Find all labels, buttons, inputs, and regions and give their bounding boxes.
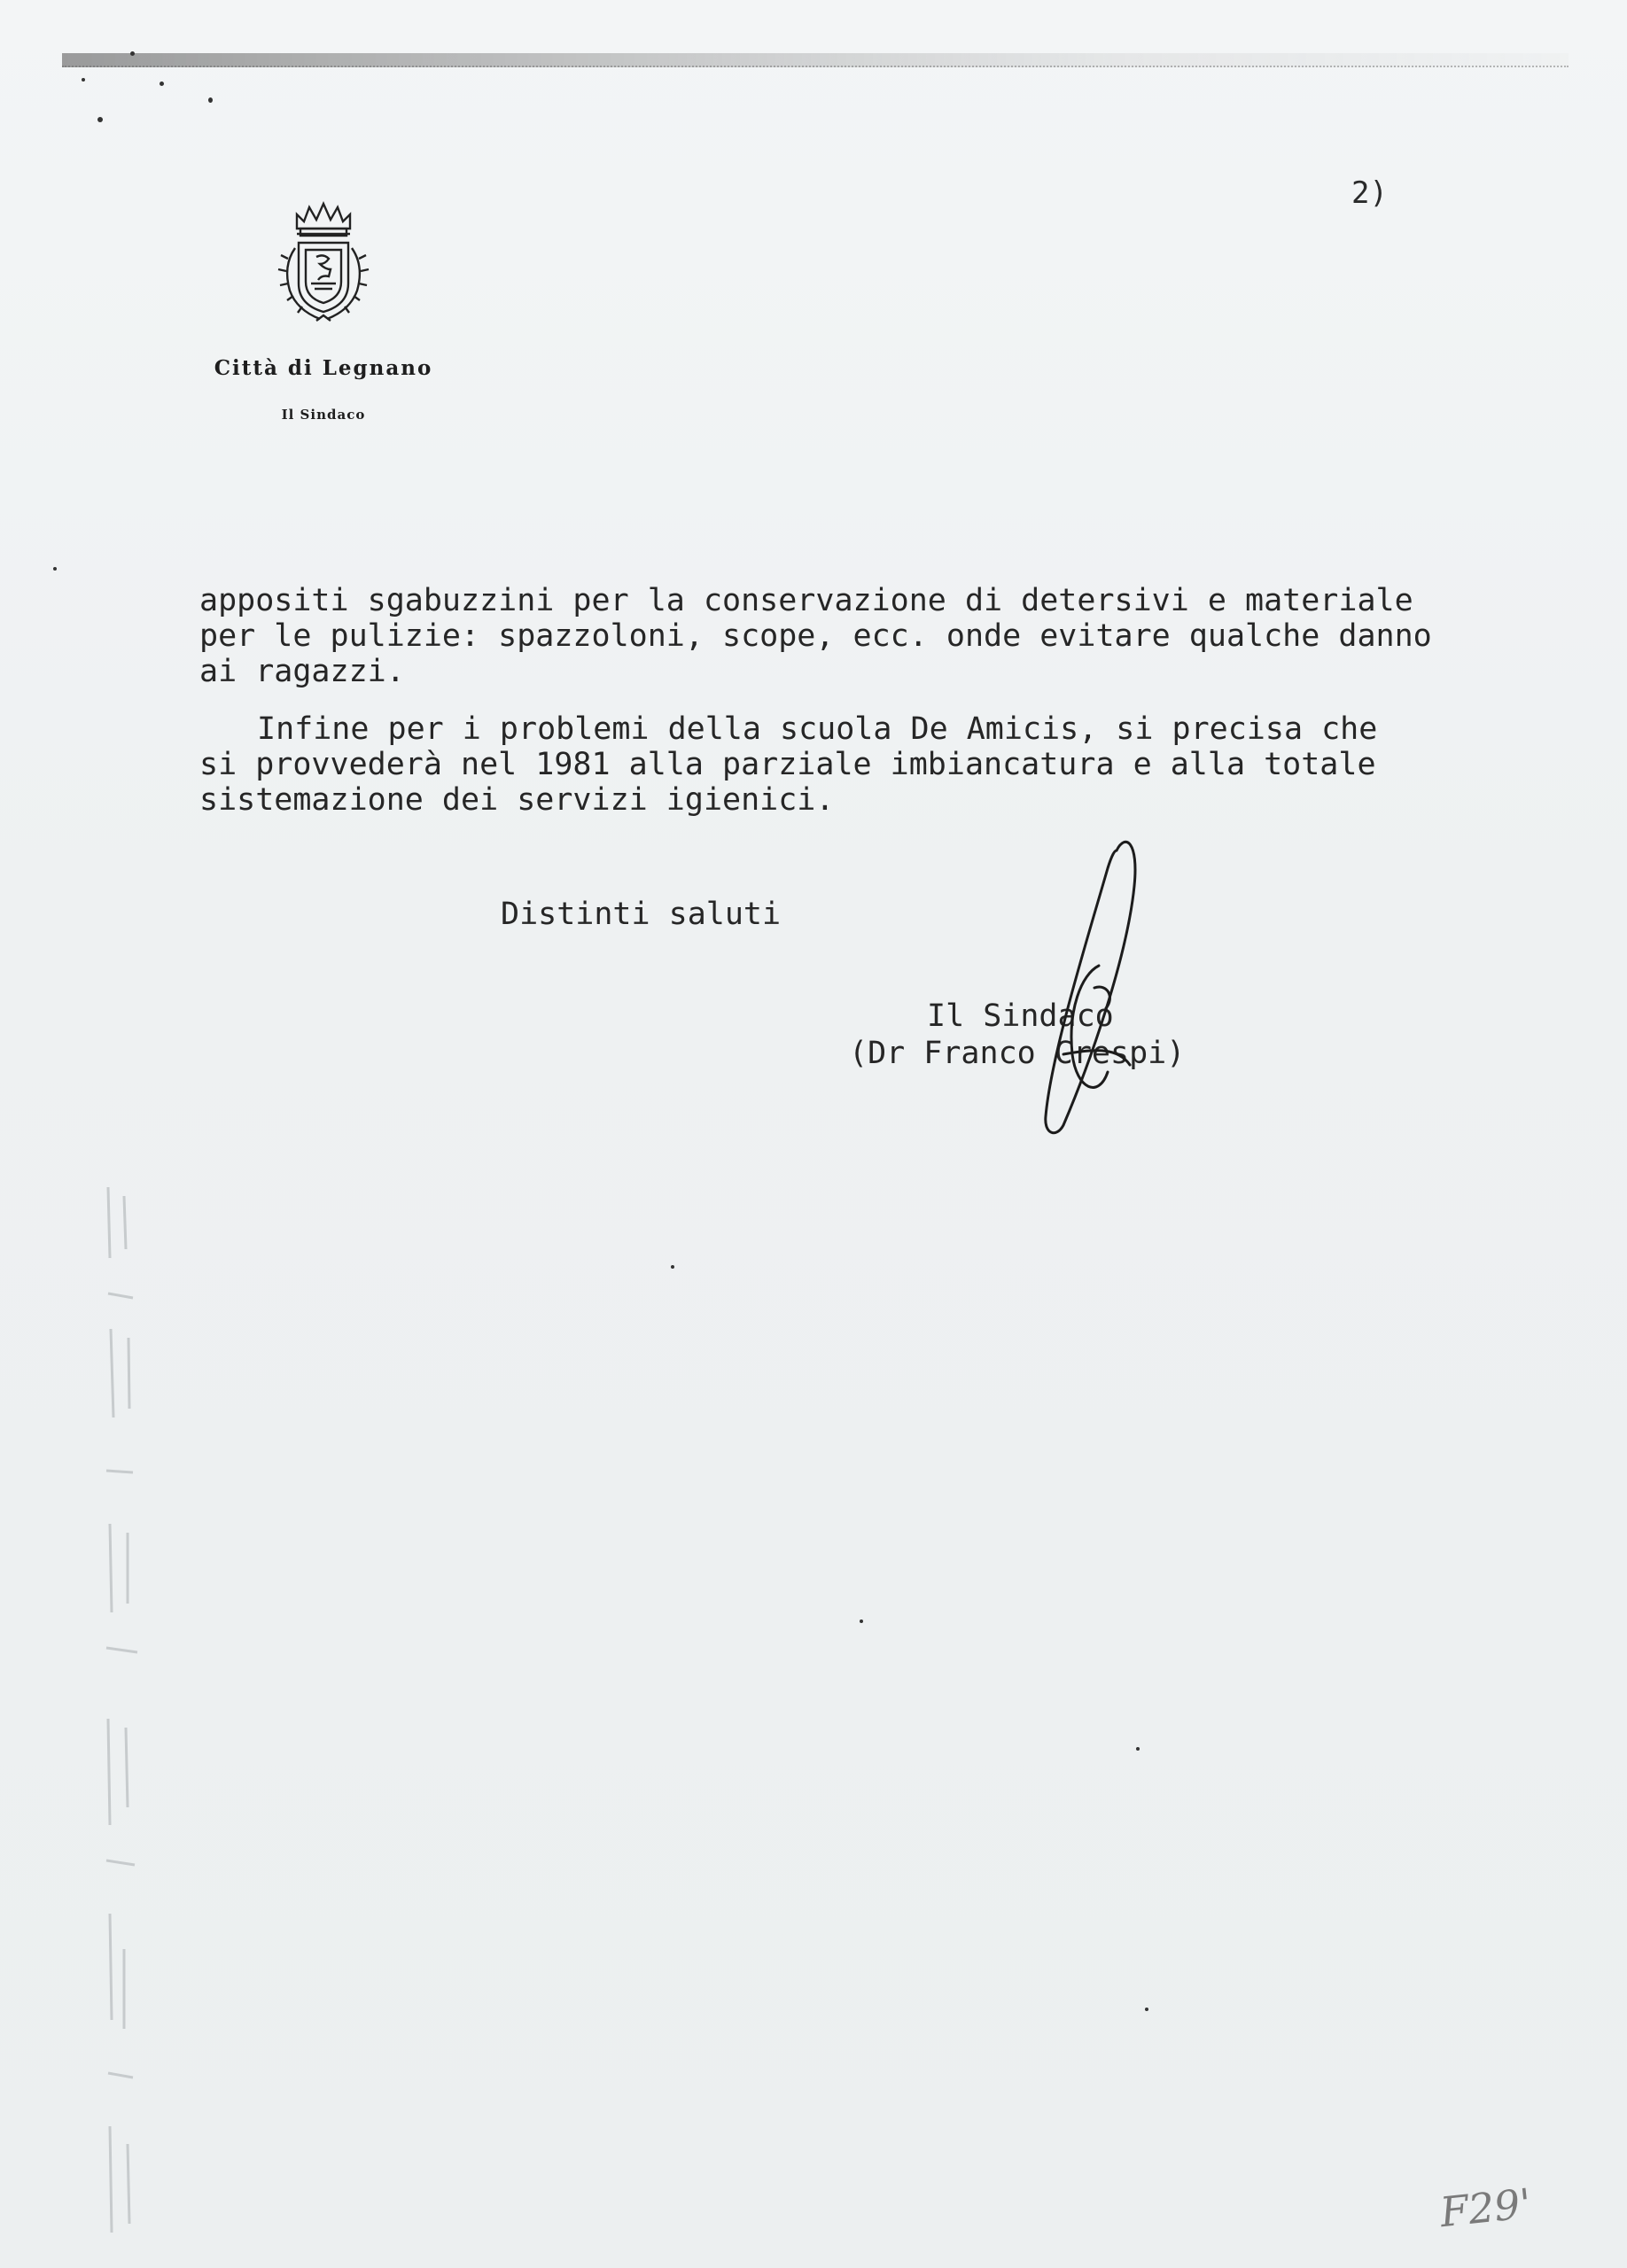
copy-speck [1145, 2008, 1148, 2011]
closing-salutation: Distinti saluti [501, 897, 782, 932]
archive-pencil-mark: F29' [1437, 2179, 1534, 2237]
copy-speck [53, 567, 57, 571]
copy-speck [160, 82, 164, 86]
city-name: Città di Legnano [214, 356, 433, 380]
copy-speck [860, 1619, 863, 1623]
handwritten-signature-icon [975, 833, 1152, 1143]
body-paragraph: Infine per i problemi della scuola De Amicis, si precisa che si provvederà nel 1981 alla parziale imbiancatura e alla totale sistemazione dei servizi igienici. [199, 711, 1378, 818]
copy-speck [671, 1265, 674, 1269]
letter-body [199, 583, 1502, 818]
office-title: Il Sindaco [281, 407, 366, 423]
margin-ghost-marks [97, 1152, 151, 2259]
copy-speck [82, 78, 85, 82]
signatory-name: (Dr Franco Crespi) [849, 1036, 1186, 1071]
city-coat-of-arms-icon [270, 195, 377, 337]
copy-speck [97, 117, 103, 122]
copy-speck [1136, 1747, 1140, 1751]
copy-speck [130, 51, 135, 56]
page-number: 2) [1351, 175, 1388, 211]
photocopy-top-edge [62, 53, 1569, 67]
copy-speck [208, 97, 213, 103]
signatory-role: Il Sindaco [927, 998, 1114, 1034]
body-paragraph: appositi sgabuzzini per la conservazione di detersivi e materiale per le pulizie: spazzoloni, scope, ecc. onde evitare qualche danno ai ragazzi. [199, 583, 1432, 689]
letterhead [199, 195, 448, 423]
